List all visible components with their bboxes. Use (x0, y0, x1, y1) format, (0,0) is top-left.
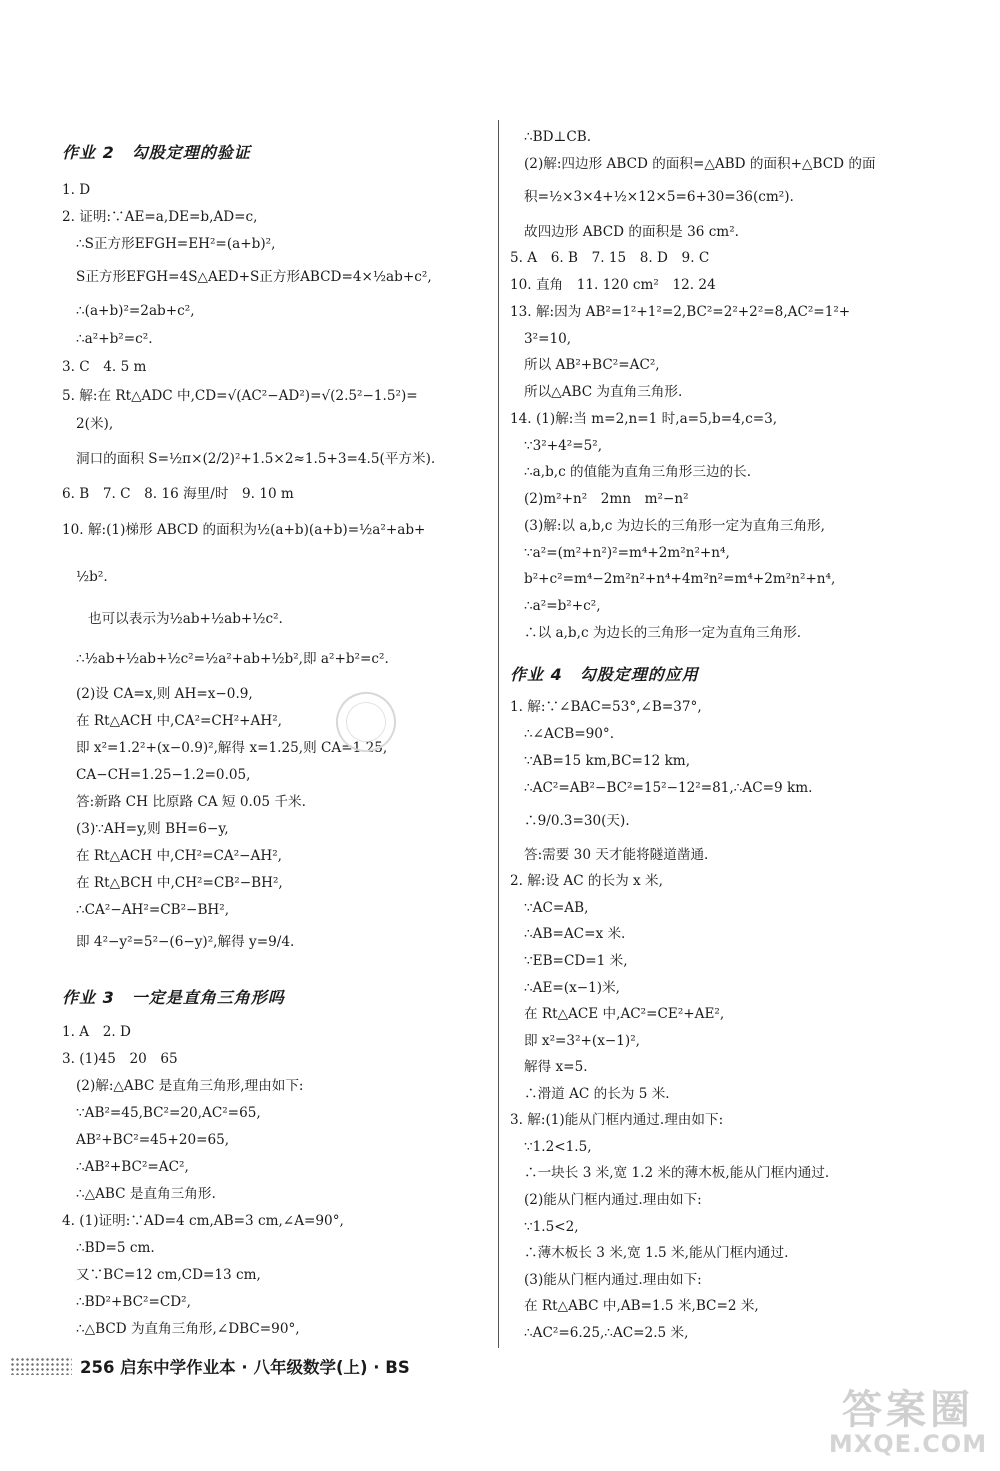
answer-line: 6. B 7. C 8. 16 海里/时 9. 10 m (62, 486, 294, 502)
answer-line: 4. (1)证明:∵AD=4 cm,AB=3 cm,∠A=90°, (62, 1213, 344, 1229)
answer-line: ∵a²=(m²+n²)²=m⁴+2m²n²+n⁴, (524, 545, 730, 561)
answer-line: ∵3²+4²=5², (524, 438, 603, 454)
answer-line: ∴薄木板长 3 米,宽 1.5 米,能从门框内通过. (524, 1245, 789, 1261)
answer-line: (2)能从门框内通过.理由如下: (524, 1192, 702, 1208)
answer-line: ∴BD²+BC²=CD², (76, 1294, 191, 1310)
answer-line: ∴a,b,c 的值能为直角三角形三边的长. (524, 464, 752, 480)
answer-line: ∵1.5<2, (524, 1219, 579, 1235)
answer-line: 5. 解:在 Rt△ADC 中,CD=√(AC²−AD²)=√(2.5²−1.5²)= (62, 388, 418, 404)
answer-line: (2)解:△ABC 是直角三角形,理由如下: (76, 1078, 304, 1094)
answer-line: 14. (1)解:当 m=2,n=1 时,a=5,b=4,c=3, (510, 411, 778, 427)
answer-line: S正方形EFGH=4S△AED+S正方形ABCD=4×½ab+c², (76, 269, 432, 285)
answer-line: ∴a²=b²+c², (524, 598, 601, 614)
page-footer (10, 1353, 410, 1379)
answer-line: ∴AB²+BC²=AC², (76, 1159, 189, 1175)
answer-line: 5. A 6. B 7. 15 8. D 9. C (510, 250, 710, 266)
answer-line: 答:新路 CH 比原路 CA 短 0.05 千米. (76, 794, 306, 810)
watermark-title: 答案圈 (842, 1387, 974, 1433)
answer-line: 3²=10, (524, 331, 572, 347)
answer-line: 即 x²=3²+(x−1)², (524, 1033, 640, 1049)
answer-line: 所以 AB²+BC²=AC², (524, 357, 660, 373)
answer-line: ∴a²+b²=c². (76, 331, 153, 347)
answer-line: ∴△ABC 是直角三角形. (76, 1186, 216, 1202)
answer-line: 3. C 4. 5 m (62, 359, 147, 375)
answer-line: 2(米), (76, 416, 114, 432)
answer-line: 洞口的面积 S=½π×(2/2)²+1.5×2≈1.5+3=4.5(平方米). (76, 451, 436, 467)
answer-line: ∴9/0.3=30(天). (524, 813, 630, 829)
answer-line: AB²+BC²=45+20=65, (76, 1132, 230, 1148)
answer-line: ∴(a+b)²=2ab+c², (76, 303, 195, 319)
answer-line: ∵AB=15 km,BC=12 km, (524, 753, 691, 769)
answer-line: 故四边形 ABCD 的面积是 36 cm². (524, 224, 739, 240)
answer-line: ∴一块长 3 米,宽 1.2 米的薄木板,能从门框内通过. (524, 1165, 830, 1181)
answer-line: ∴AC²=AB²−BC²=15²−12²=81,∴AC=9 km. (524, 780, 813, 796)
answer-line: 13. 解:因为 AB²=1²+1²=2,BC²=2²+2²=8,AC²=1²+ (510, 304, 851, 320)
answer-line: 又∵BC=12 cm,CD=13 cm, (76, 1267, 261, 1283)
dot-pattern-icon (10, 1357, 72, 1375)
answer-line: 3. 解:(1)能从门框内通过.理由如下: (510, 1112, 724, 1128)
column-divider (498, 120, 499, 1348)
section-heading-2: 作业 2 勾股定理的验证 (62, 143, 251, 162)
answer-line: ∴∠ACB=90°. (524, 726, 615, 742)
answer-line: (2)设 CA=x,则 AH=x−0.9, (76, 686, 253, 702)
answer-line: b²+c²=m⁴−2m²n²+n⁴+4m²n²=m⁴+2m²n²+n⁴, (524, 571, 836, 587)
answer-line: 10. 解:(1)梯形 ABCD 的面积为½(a+b)(a+b)=½a²+ab+ (62, 522, 426, 538)
answer-line: ∴AC²=6.25,∴AC=2.5 米, (524, 1325, 689, 1341)
answer-line: (2)m²+n² 2mn m²−n² (524, 491, 689, 507)
answer-line: ½b². (76, 569, 108, 585)
answer-line: 1. D (62, 182, 91, 198)
answer-line: ∴AE=(x−1)米, (524, 980, 621, 996)
section-heading-4: 作业 4 勾股定理的应用 (510, 665, 699, 684)
answer-line: 即 x²=1.2²+(x−0.9)²,解得 x=1.25,则 CA=1.25, (76, 740, 388, 756)
answer-line: 在 Rt△ACH 中,CH²=CA²−AH², (76, 848, 282, 864)
answer-line: ∴CA²−AH²=CB²−BH², (76, 902, 230, 918)
answer-line: ∵1.2<1.5, (524, 1139, 592, 1155)
answer-line: CA−CH=1.25−1.2=0.05, (76, 767, 251, 783)
answer-line: 1. 解:∵∠BAC=53°,∠B=37°, (510, 699, 702, 715)
answer-line: ∴AB=AC=x 米. (524, 926, 626, 942)
answer-line: 3. (1)45 20 65 (62, 1051, 178, 1067)
answer-line: ∴△BCD 为直角三角形,∠DBC=90°, (76, 1321, 300, 1337)
section-heading-3: 作业 3 一定是直角三角形吗 (62, 988, 285, 1007)
answer-line: 在 Rt△ABC 中,AB=1.5 米,BC=2 米, (524, 1298, 759, 1314)
answer-line: 2. 证明:∵AE=a,DE=b,AD=c, (62, 209, 258, 225)
answer-line: 10. 直角 11. 120 cm² 12. 24 (510, 277, 716, 293)
footer-text: 256 启东中学作业本 · 八年级数学(上) · BS (80, 1358, 410, 1377)
answer-line: (2)解:四边形 ABCD 的面积=△ABD 的面积+△BCD 的面 (524, 156, 876, 172)
answer-line: 在 Rt△ACH 中,CA²=CH²+AH², (76, 713, 282, 729)
answer-line: ∴BD⊥CB. (524, 129, 592, 145)
answer-line: ∴S正方形EFGH=EH²=(a+b)², (76, 236, 276, 252)
answer-line: 2. 解:设 AC 的长为 x 米, (510, 873, 663, 889)
answer-line: ∴滑道 AC 的长为 5 米. (524, 1086, 670, 1102)
answer-line: ∵AC=AB, (524, 900, 589, 916)
answer-line: 解得 x=5. (524, 1059, 588, 1075)
answer-line: (3)解:以 a,b,c 为边长的三角形一定为直角三角形, (524, 518, 825, 534)
answer-line: 也可以表示为½ab+½ab+½c². (88, 611, 283, 627)
answer-line: ∵AB²=45,BC²=20,AC²=65, (76, 1105, 261, 1121)
answer-line: 即 4²−y²=5²−(6−y)²,解得 y=9/4. (76, 934, 295, 950)
answer-line: ∴BD=5 cm. (76, 1240, 155, 1256)
answer-line: (3)能从门框内通过.理由如下: (524, 1272, 702, 1288)
answer-line: 所以△ABC 为直角三角形. (524, 384, 683, 400)
answer-line: ∴以 a,b,c 为边长的三角形一定为直角三角形. (524, 625, 802, 641)
answer-line: ∴½ab+½ab+½c²=½a²+ab+½b²,即 a²+b²=c². (76, 651, 389, 667)
answer-line: 1. A 2. D (62, 1024, 131, 1040)
answer-line: ∵EB=CD=1 米, (524, 953, 628, 969)
answer-line: 在 Rt△ACE 中,AC²=CE²+AE², (524, 1006, 725, 1022)
answer-line: 答:需要 30 天才能将隧道凿通. (524, 847, 709, 863)
answer-line: (3)∵AH=y,则 BH=6−y, (76, 821, 229, 837)
watermark-url: MXQE.COM (828, 1430, 988, 1458)
answer-line: 在 Rt△BCH 中,CH²=CB²−BH², (76, 875, 283, 891)
site-watermark (828, 1378, 988, 1468)
answer-line: 积=½×3×4+½×12×5=6+30=36(cm²). (524, 189, 794, 205)
